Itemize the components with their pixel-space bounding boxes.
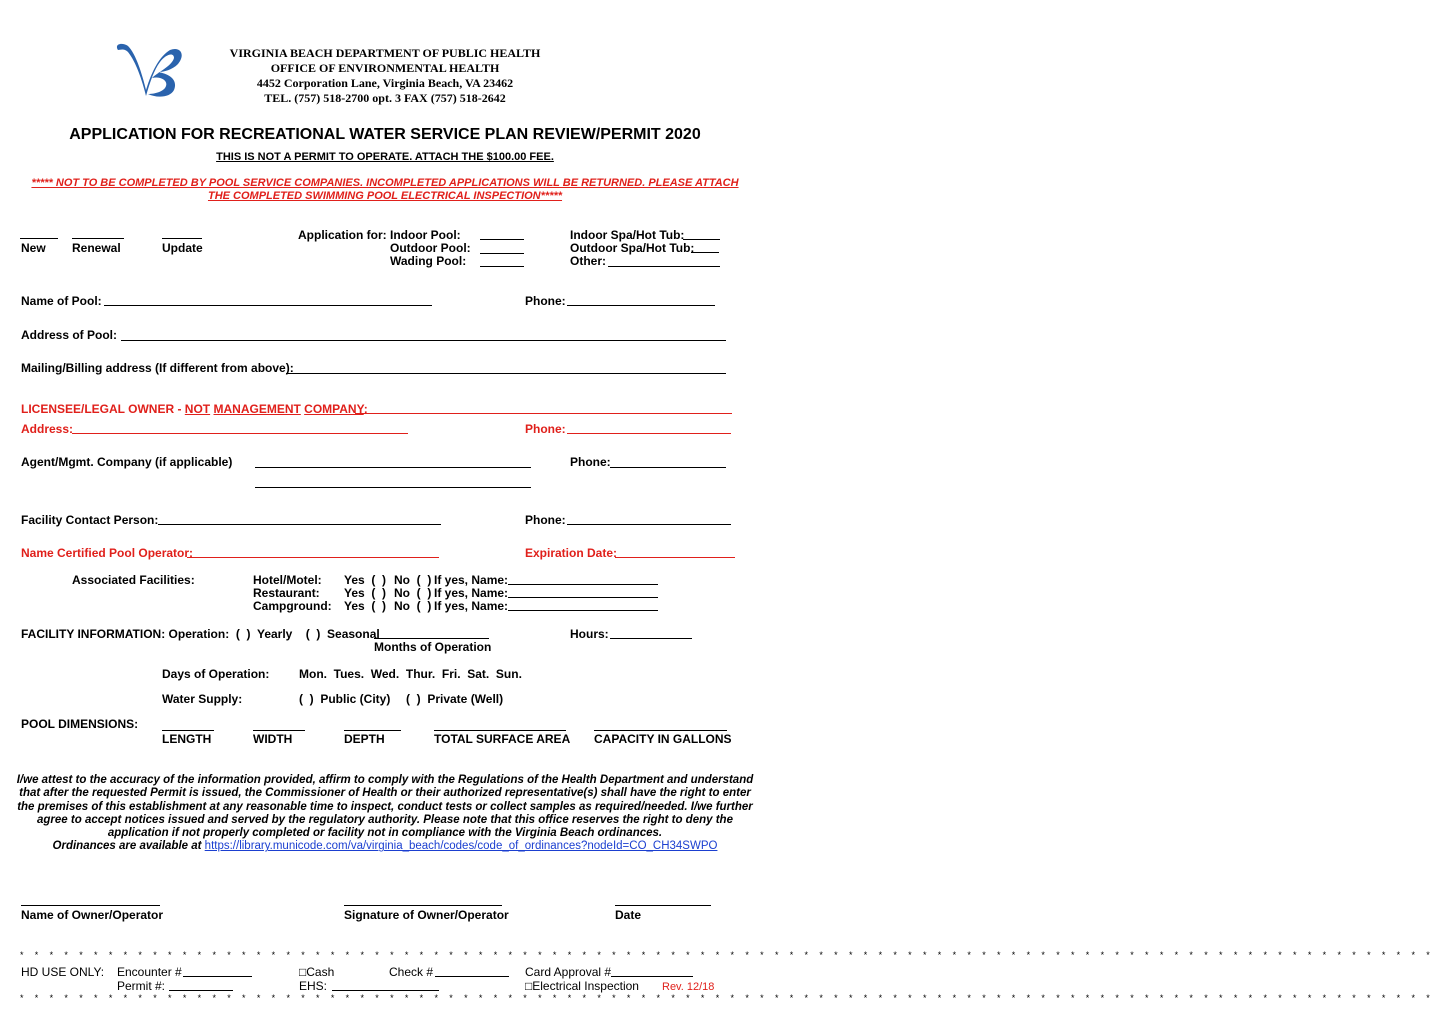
ehs-field[interactable] xyxy=(332,990,439,991)
stars-divider-top: * * * * * * * * * * * * * * * * * * * * * * * * * * * * * * * * * * * * * * * * * * * * * * * * * * * * * * * * * * * * * * * * * * * * * * * * * * * * * * * * * * * * * * * * * * * * * * * * xyxy=(20,950,1434,960)
date-line[interactable] xyxy=(615,905,711,906)
contact-phone-label: Phone: xyxy=(525,513,566,527)
hours-label: Hours: xyxy=(570,627,609,641)
hotel-yes[interactable]: Yes ( ) xyxy=(344,573,387,587)
campground-name-field[interactable] xyxy=(508,610,658,611)
permit-label: Permit #: xyxy=(117,979,166,993)
hotel-name-field[interactable] xyxy=(508,584,658,585)
months-label: Months of Operation xyxy=(374,640,492,654)
electrical-checkbox[interactable]: □Electrical Inspection xyxy=(525,979,639,993)
agent-field-1[interactable] xyxy=(255,467,531,468)
ordinances-link[interactable]: https://library.municode.com/va/virginia_beach/codes/code_of_ordinances?nodeId=CO_CH34SWPO xyxy=(204,840,718,853)
length-label: LENGTH xyxy=(162,732,212,746)
ehs-label: EHS: xyxy=(299,979,328,993)
pool-address-field[interactable] xyxy=(121,340,726,341)
campground-yes[interactable]: Yes ( ) xyxy=(344,599,387,613)
mailing-address-field[interactable] xyxy=(286,373,726,374)
width-field[interactable] xyxy=(253,730,305,731)
capacity-label: CAPACITY IN GALLONS xyxy=(594,732,732,746)
campground-label: Campground: xyxy=(253,599,332,613)
permit-field[interactable] xyxy=(169,990,233,991)
check-label: Check # xyxy=(389,965,434,979)
renewal-label: Renewal xyxy=(72,241,121,255)
campground-ifyes: If yes, Name: xyxy=(434,599,509,613)
water-private-option[interactable]: ( ) Private (Well) xyxy=(406,692,504,706)
cash-checkbox[interactable]: □Cash xyxy=(299,965,335,979)
surface-label: TOTAL SURFACE AREA xyxy=(434,732,571,746)
depth-label: DEPTH xyxy=(344,732,385,746)
expiration-label: Expiration Date: xyxy=(525,546,618,560)
licensee-phone-label: Phone: xyxy=(525,422,566,436)
outdoor-spa-label: Outdoor Spa/Hot Tub: xyxy=(570,241,695,255)
form-subtitle: THIS IS NOT A PERMIT TO OPERATE. ATTACH THE $100.00 FEE. xyxy=(216,151,554,163)
restaurant-name-field[interactable] xyxy=(508,597,658,598)
card-approval-field[interactable] xyxy=(611,976,693,977)
office-address: 4452 Corporation Lane, Virginia Beach, VA 23462 xyxy=(256,76,514,90)
restaurant-no[interactable]: No ( ) xyxy=(394,586,432,600)
agent-phone-field[interactable] xyxy=(610,467,726,468)
department-header xyxy=(0,46,770,106)
form-title: APPLICATION FOR RECREATIONAL WATER SERVICE PLAN REVIEW/PERMIT 2020 xyxy=(69,126,701,143)
application-for-label: Application for: xyxy=(298,228,387,242)
water-public-option[interactable]: ( ) Public (City) xyxy=(299,692,391,706)
new-blank[interactable] xyxy=(20,238,58,239)
owner-signature-label: Signature of Owner/Operator xyxy=(344,908,509,922)
operator-label: Name Certified Pool Operator: xyxy=(21,546,194,560)
office-name: OFFICE OF ENVIRONMENTAL HEALTH xyxy=(270,61,500,75)
revision-label: Rev. 12/18 xyxy=(662,981,715,993)
stars-divider-bottom: * * * * * * * * * * * * * * * * * * * * * * * * * * * * * * * * * * * * * * * * * * * * * * * * * * * * * * * * * * * * * * * * * * * * * * * * * * * * * * * * * * * * * * * * * * * * * * * * xyxy=(20,993,1434,1003)
agent-label: Agent/Mgmt. Company (if applicable) xyxy=(21,455,233,469)
water-supply-label: Water Supply: xyxy=(162,692,243,706)
indoor-pool-blank[interactable] xyxy=(480,239,524,240)
owner-name-line[interactable] xyxy=(21,905,160,906)
hotel-no[interactable]: No ( ) xyxy=(394,573,432,587)
date-label: Date xyxy=(615,908,642,922)
other-blank[interactable] xyxy=(608,266,720,267)
contact-field[interactable] xyxy=(158,524,441,525)
outdoor-pool-label: Outdoor Pool: xyxy=(390,241,471,255)
restaurant-yes[interactable]: Yes ( ) xyxy=(344,586,387,600)
contact-phone-field[interactable] xyxy=(567,524,731,525)
agent-phone-label: Phone: xyxy=(570,455,611,469)
pool-dimensions-label: POOL DIMENSIONS: xyxy=(21,717,139,731)
pool-name-label: Name of Pool: xyxy=(21,294,102,308)
new-label: New xyxy=(21,241,46,255)
days-label: Days of Operation: xyxy=(162,667,270,681)
length-field[interactable] xyxy=(162,730,214,731)
wading-pool-blank[interactable] xyxy=(480,266,524,267)
licensee-phone-field[interactable] xyxy=(567,433,731,434)
agent-field-2[interactable] xyxy=(255,487,531,488)
associated-label: Associated Facilities: xyxy=(72,573,195,587)
encounter-label: Encounter # xyxy=(117,965,182,979)
contact-label: Facility Contact Person: xyxy=(21,513,159,527)
hours-field[interactable] xyxy=(610,638,692,639)
pool-name-field[interactable] xyxy=(104,305,432,306)
other-label: Other: xyxy=(570,254,606,268)
capacity-field[interactable] xyxy=(594,730,727,731)
update-label: Update xyxy=(162,241,203,255)
owner-name-label: Name of Owner/Operator xyxy=(21,908,164,922)
licensee-label: LICENSEE/LEGAL OWNER - NOT MANAGEMENT COMPANY: xyxy=(21,402,368,416)
expiration-field[interactable] xyxy=(615,557,735,558)
months-field[interactable] xyxy=(374,638,489,639)
restaurant-ifyes: If yes, Name: xyxy=(434,586,509,600)
pool-phone-field[interactable] xyxy=(567,305,715,306)
width-label: WIDTH xyxy=(253,732,293,746)
hotel-ifyes: If yes, Name: xyxy=(434,573,509,587)
campground-no[interactable]: No ( ) xyxy=(394,599,432,613)
restaurant-label: Restaurant: xyxy=(253,586,320,600)
licensee-address-label: Address: xyxy=(21,422,74,436)
outdoor-pool-blank[interactable] xyxy=(480,253,524,254)
pool-address-label: Address of Pool: xyxy=(21,328,118,342)
hd-use-label: HD USE ONLY: xyxy=(21,965,105,979)
indoor-spa-label: Indoor Spa/Hot Tub: xyxy=(570,228,685,242)
depth-field[interactable] xyxy=(344,730,401,731)
days-list[interactable]: Mon. Tues. Wed. Thur. Fri. Sat. Sun. xyxy=(299,667,522,681)
operator-field[interactable] xyxy=(187,557,439,558)
licensee-address-field[interactable] xyxy=(72,433,408,434)
hotel-label: Hotel/Motel: xyxy=(253,573,322,587)
facility-info-label: FACILITY INFORMATION: Operation: ( ) Yearly ( ) Seasonal xyxy=(21,627,380,641)
renewal-blank[interactable] xyxy=(72,238,124,239)
outdoor-spa-blank[interactable] xyxy=(691,252,719,253)
indoor-spa-blank[interactable] xyxy=(683,239,720,240)
indoor-pool-label: Indoor Pool: xyxy=(390,228,461,242)
owner-signature-line[interactable] xyxy=(344,905,502,906)
office-phone: TEL. (757) 518-2700 opt. 3 FAX (757) 518-2642 xyxy=(264,91,506,105)
card-approval-label: Card Approval # xyxy=(525,965,612,979)
dept-name: VIRGINIA BEACH DEPARTMENT OF PUBLIC HEALTH xyxy=(229,46,541,60)
surface-field[interactable] xyxy=(434,730,566,731)
check-field[interactable] xyxy=(435,976,509,977)
update-blank[interactable] xyxy=(162,238,202,239)
wading-pool-label: Wading Pool: xyxy=(390,254,467,268)
mailing-address-label: Mailing/Billing address (If different from above): xyxy=(21,361,294,375)
warning-notice: ***** NOT TO BE COMPLETED BY POOL SERVICE COMPANIES. INCOMPLETED APPLICATIONS WILL BE RETURNED. PLEASE ATTACH THE COMPLETED SWIMMING POOL ELECTRICAL INSPECTION***** xyxy=(31,177,739,202)
attestation-text: I/we attest to the accuracy of the information provided, affirm to comply with the Regulations of the Health Department and understand that after the requested Permit is issued, the Commissioner of Health or their authorized representative(s) shall have the right to enter the premises of this establishment at any reasonable time to inspect, conduct tests or collect samples as required/needed. I/we further agree to accept notices issued and served by the regulatory authority. Please note that this office reserves the right to deny the application if not properly completed or facility not in compliance with the Virginia Beach ordinances. Ordinances are available at https://library.municode.com/va/virginia_beach/codes/code_of_ordinances?nodeId=CO_CH34SWPO xyxy=(16,774,754,853)
pool-phone-label: Phone: xyxy=(525,294,566,308)
licensee-field[interactable] xyxy=(355,413,732,414)
encounter-field[interactable] xyxy=(183,976,252,977)
